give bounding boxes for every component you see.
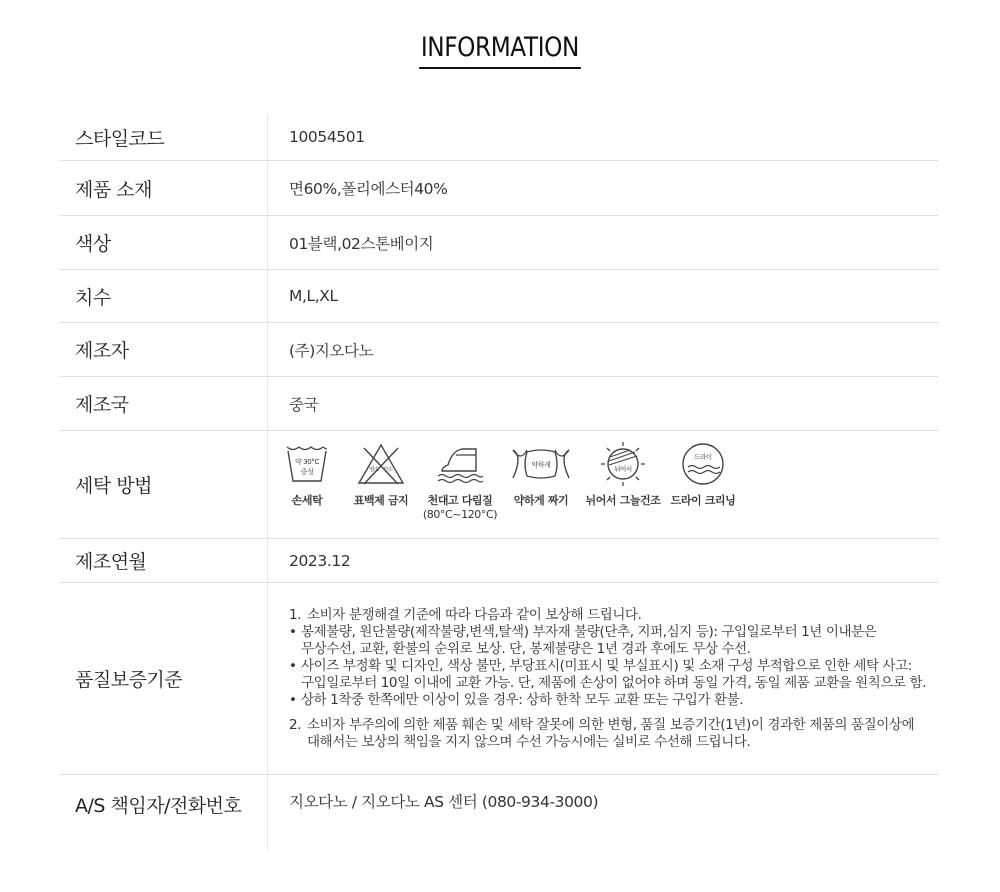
care-caption-temp: (80°C~120°C) — [422, 508, 498, 521]
hand-wash-30-icon — [285, 439, 329, 489]
care-item-hand-wash — [286, 439, 328, 508]
row-label: 제조연월 — [75, 551, 147, 573]
row-label: 세탁 방법 — [75, 475, 152, 497]
care-caption: 손세탁 — [291, 494, 323, 507]
row-value: 지오다노 / 지오다노 AS 센터 (080-934-3000) — [289, 793, 599, 811]
page-title: INFORMATION — [419, 30, 580, 69]
row-label: 색상 — [75, 233, 111, 255]
warranty-bullet — [289, 624, 876, 658]
icon-text: 약 30°C — [295, 458, 319, 466]
icon-text: 산소 — [383, 467, 393, 473]
item-number: 1. — [289, 606, 302, 623]
warranty-item — [289, 717, 914, 751]
icon-text: 염소 — [369, 467, 379, 473]
item-number: 2. — [289, 716, 302, 733]
title-wrap — [0, 30, 1000, 69]
icon-text: 드라이 — [694, 453, 712, 461]
care-caption: 표백제 금지 — [353, 494, 409, 507]
row-value: 중국 — [289, 395, 319, 414]
care-item-dry-clean — [668, 439, 738, 508]
icon-text: 약하게 — [531, 461, 551, 469]
row-label: A/S 책임자/전화번호 — [75, 795, 242, 817]
table-row — [59, 216, 939, 270]
row-value: 01블랙,02스톤베이지 — [289, 234, 434, 253]
table-row — [59, 161, 939, 216]
item-text: 소비자 부주의에 의한 제품 훼손 및 세탁 잘못에 의한 변형, 품질 보증기간(1년)이 경과한 제품의 품질이상에 대해서는 보상의 책임을 지지 않으며 수선 가능시에는 실비로 수선해 드립니다. — [307, 716, 915, 750]
gentle-wring-icon — [511, 439, 571, 489]
table-row — [59, 377, 939, 431]
dry-clean-icon — [680, 439, 726, 489]
bullet-text: 상하 1착중 한쪽에만 이상이 있을 경우: 상하 한착 모두 교환 또는 구입가 환불. — [301, 691, 744, 708]
care-caption: 천대고 다림질 — [427, 494, 493, 507]
warranty-item — [289, 607, 642, 624]
care-item-no-bleach — [351, 439, 411, 508]
row-label: 제조국 — [75, 394, 129, 416]
row-value: 면60%,폴리에스터40% — [289, 180, 448, 198]
table-row — [59, 775, 939, 850]
row-value: M,L,XL — [289, 287, 338, 305]
bullet-mark: • — [289, 691, 297, 708]
warranty-text — [267, 583, 939, 774]
row-value: 10054501 — [289, 128, 365, 146]
table-row-care — [59, 431, 939, 539]
table-row — [59, 323, 939, 377]
bullet-text: 사이즈 부정확 및 디자인, 색상 불만, 부당표시(미표시 및 부실표시) 및 소재 구성 부적합으로 인한 세탁 사고: 구입일로부터 10일 이내에 교환 가능. 단, 제품에 손상이 없어야 하며 동일 가격, 동일 제품 교환을 원칙으로 함. — [301, 657, 927, 691]
care-caption: 약하게 짜기 — [513, 494, 569, 507]
bullet-mark: • — [289, 657, 297, 674]
care-item-wring — [511, 439, 571, 508]
warranty-bullet — [289, 658, 926, 692]
info-table — [59, 114, 939, 850]
shade-dry-flat-icon — [599, 439, 647, 489]
warranty-bullet — [289, 692, 743, 709]
icon-text: 뉘어서 — [614, 465, 632, 473]
table-row — [59, 270, 939, 323]
care-caption: 뉘어서 그늘건조 — [585, 494, 661, 507]
table-row-warranty — [59, 583, 939, 775]
row-label: 치수 — [75, 286, 111, 309]
row-value: (주)지오다노 — [289, 341, 374, 360]
care-symbols — [267, 431, 939, 538]
table-row — [59, 114, 939, 161]
item-text: 소비자 분쟁해결 기준에 따라 다음과 같이 보상해 드립니다. — [307, 606, 642, 623]
care-item-iron — [422, 439, 498, 522]
bullet-mark: • — [289, 623, 297, 640]
row-label: 제조자 — [75, 340, 129, 362]
row-label: 품질보증기준 — [75, 669, 183, 691]
row-label: 스타일코드 — [75, 127, 165, 150]
icon-text: 중성 — [300, 468, 314, 476]
care-caption: 드라이 크리닝 — [670, 494, 736, 507]
table-row — [59, 539, 939, 583]
row-label: 제품 소재 — [75, 178, 152, 201]
row-value: 2023.12 — [289, 551, 351, 570]
no-bleach-icon — [356, 439, 406, 489]
bullet-text: 봉제불량, 원단불량(제작불량,변색,탈색) 부자재 불량(단추, 지퍼,심지 등): 구입일로부터 1년 이내분은 무상수선, 교환, 환불의 순위로 보상. 단, 봉제불량은 1년 경과 후에도 무상 수선. — [301, 623, 877, 657]
iron-with-cloth-icon — [436, 439, 484, 489]
care-item-shade-dry — [583, 439, 663, 508]
